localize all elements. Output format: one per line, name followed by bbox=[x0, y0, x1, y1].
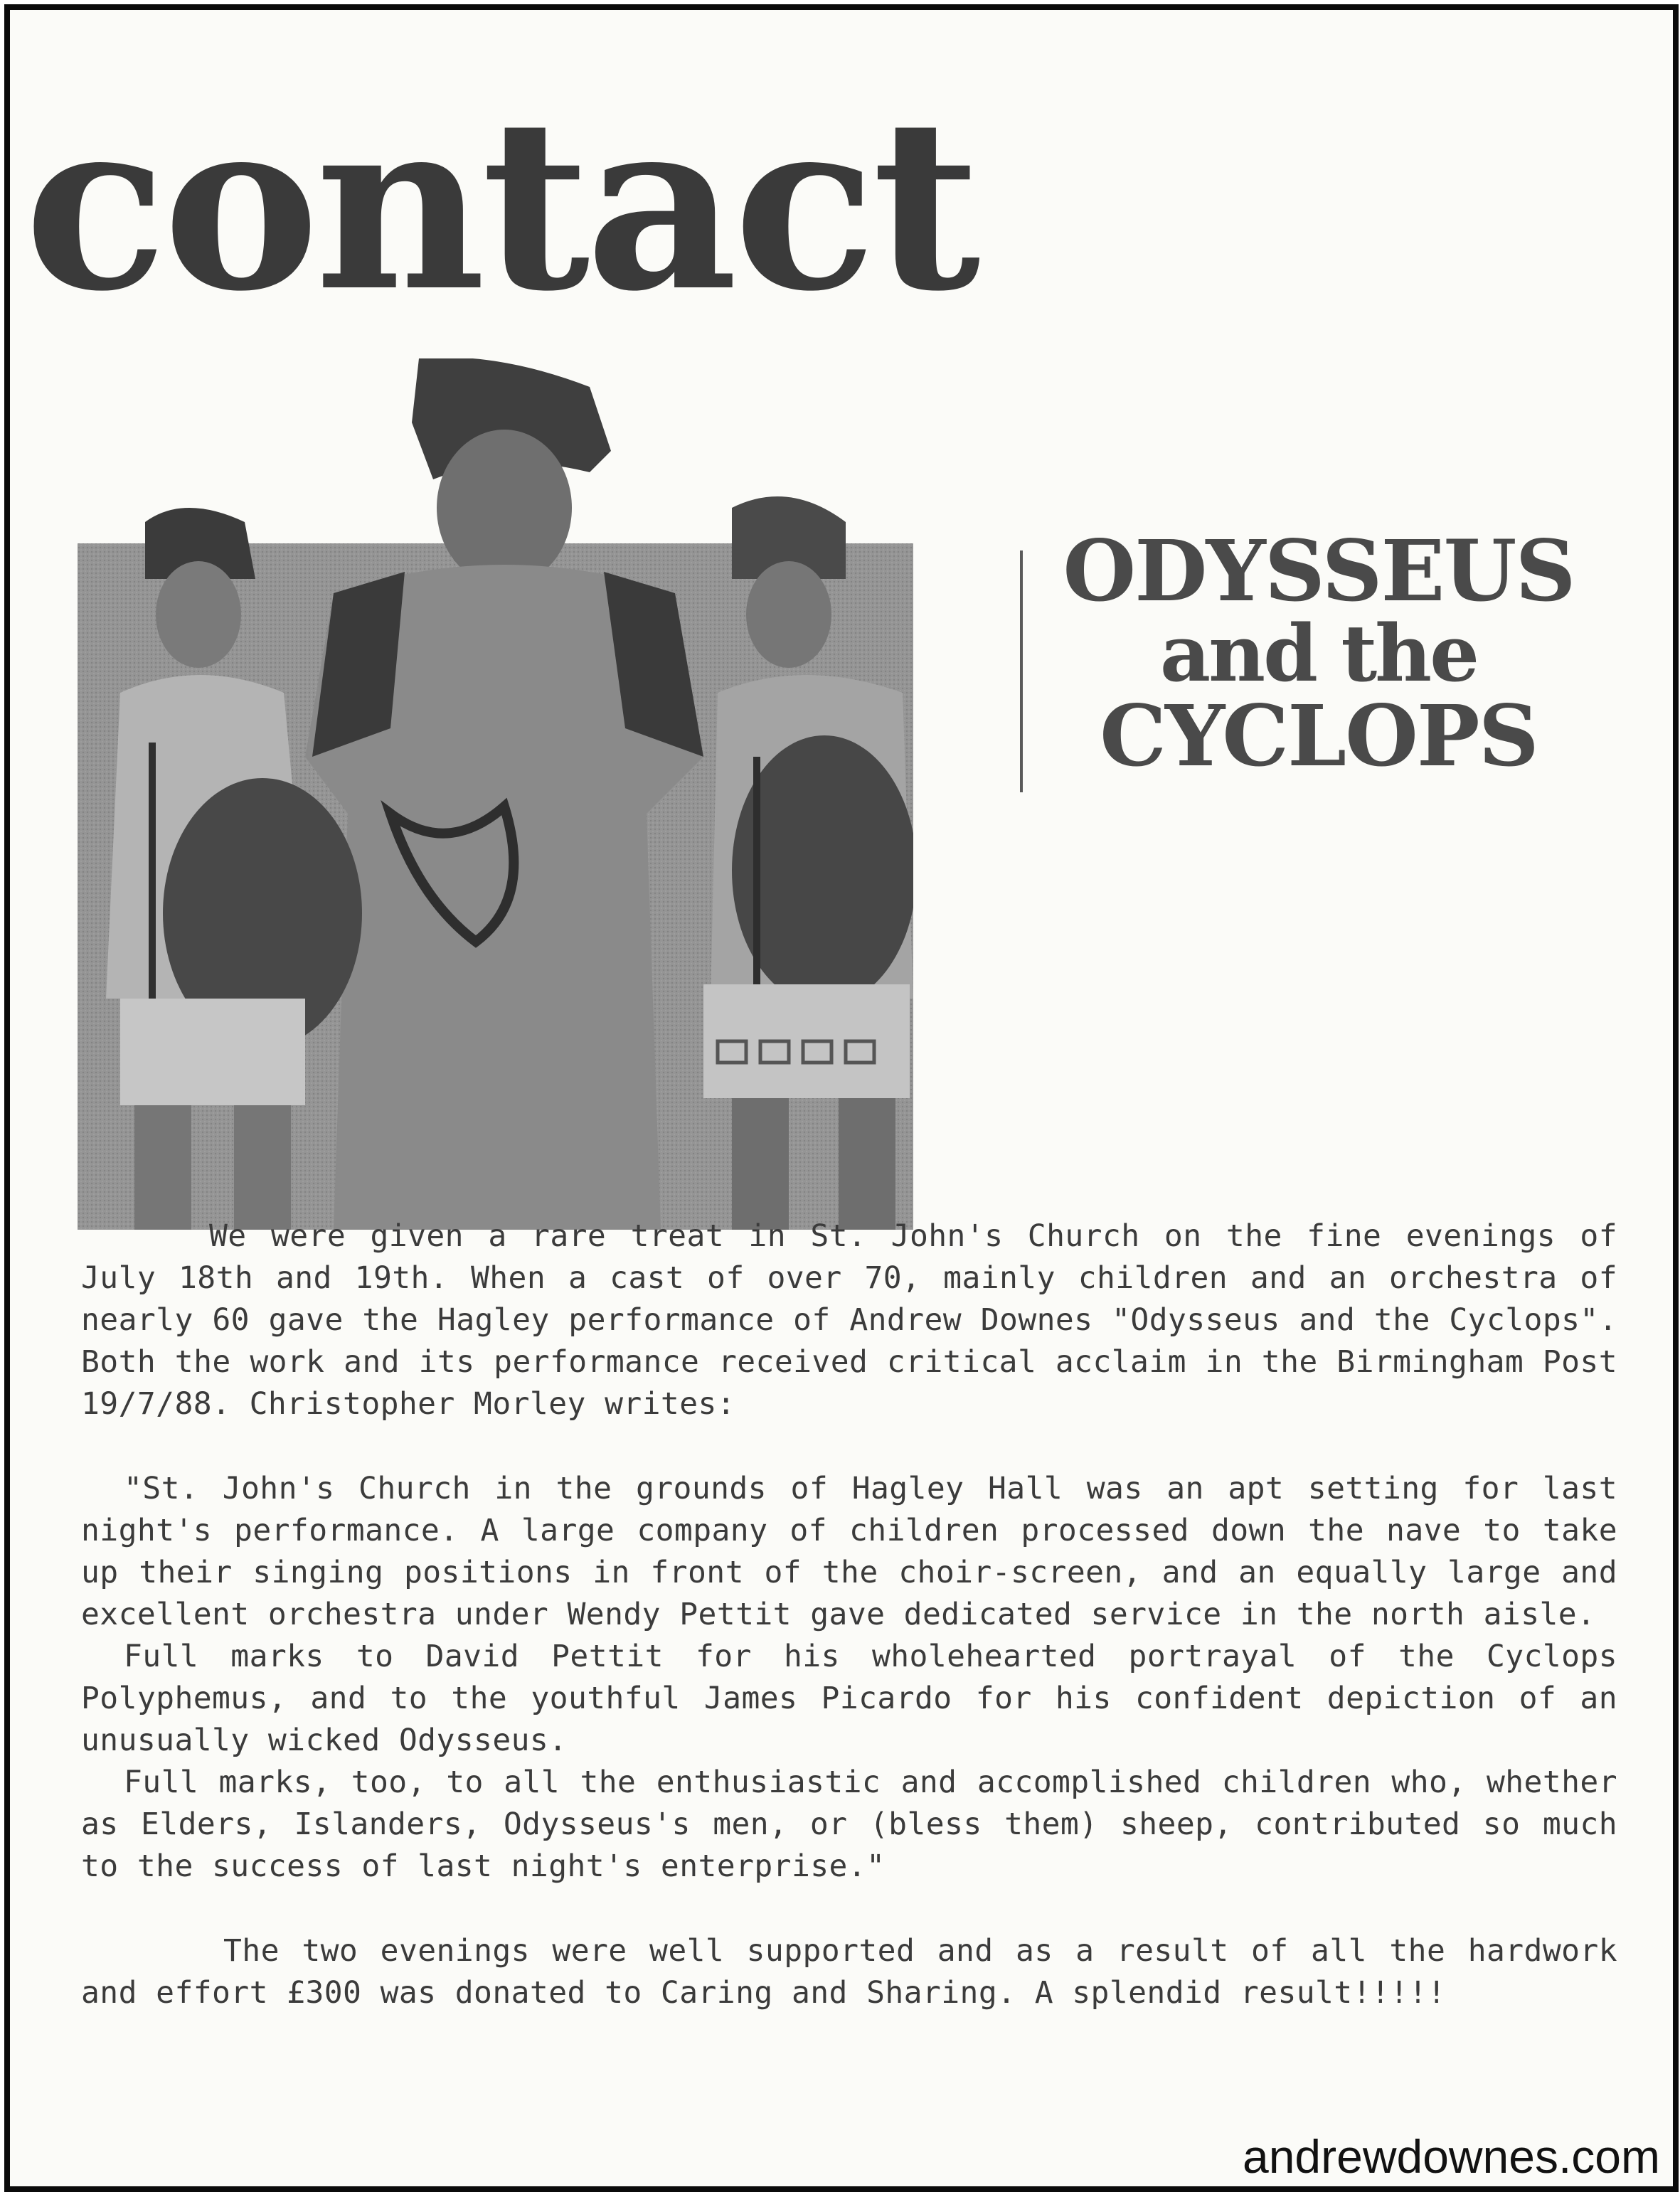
website-watermark: andrewdownes.com bbox=[1243, 2130, 1660, 2183]
article-body bbox=[81, 1215, 1617, 2014]
masthead-logo bbox=[24, 53, 1361, 351]
headline-line-3: CYCLOPS bbox=[1100, 686, 1538, 785]
headline-line-1: ODYSSEUS bbox=[1063, 521, 1575, 620]
review-quote-paragraph-3: Full marks, too, to all the enthusiastic and accomplished children who, whether as Elders, Islanders, Odysseus's men, or (bless them) sheep, contributed so much to the success of last night's enterprise." bbox=[81, 1765, 1617, 1884]
article-paragraph-closing: The two evenings were well supported and as a result of all the hardwork and effort £300 was donated to Caring and Sharing. A splendid result!!!!! bbox=[81, 1933, 1617, 2011]
headline-divider bbox=[1020, 550, 1023, 792]
review-quote-paragraph-2: Full marks to David Pettit for his wholehearted portrayal of the Cyclops Polyphemus, and to the youthful James Picardo for his confident depiction of an unusually wicked Odysseus. bbox=[81, 1639, 1617, 1758]
headline-line-2: and the bbox=[1159, 607, 1478, 699]
newsletter-page bbox=[4, 4, 1679, 2192]
masthead-title: contact bbox=[24, 67, 977, 343]
performers-photo bbox=[78, 358, 913, 1230]
masthead bbox=[24, 53, 1361, 351]
photo-three-costumed-performers-icon bbox=[78, 358, 913, 1230]
review-quote-paragraph-1: "St. John's Church in the grounds of Hagley Hall was an apt setting for last night's performance. A large company of children processed down the nave to take up their singing positions in front of the choir-screen, and an equally large and excellent orchestra under Wendy Pettit gave dedicated service in the north aisle. bbox=[81, 1471, 1617, 1632]
article-headline bbox=[1034, 521, 1603, 785]
article-paragraph-intro: We were given a rare treat in St. John's Church on the fine evenings of July 18th and 19th. When a cast of over 70, mainly children and an orchestra of nearly 60 gave the Hagley performance of Andrew Downes "Odysseus and the Cyclops". Both the work and its performance received critical acclaim in the Birmingham Post 19/7/88. Christopher Morley writes: bbox=[81, 1218, 1617, 1422]
